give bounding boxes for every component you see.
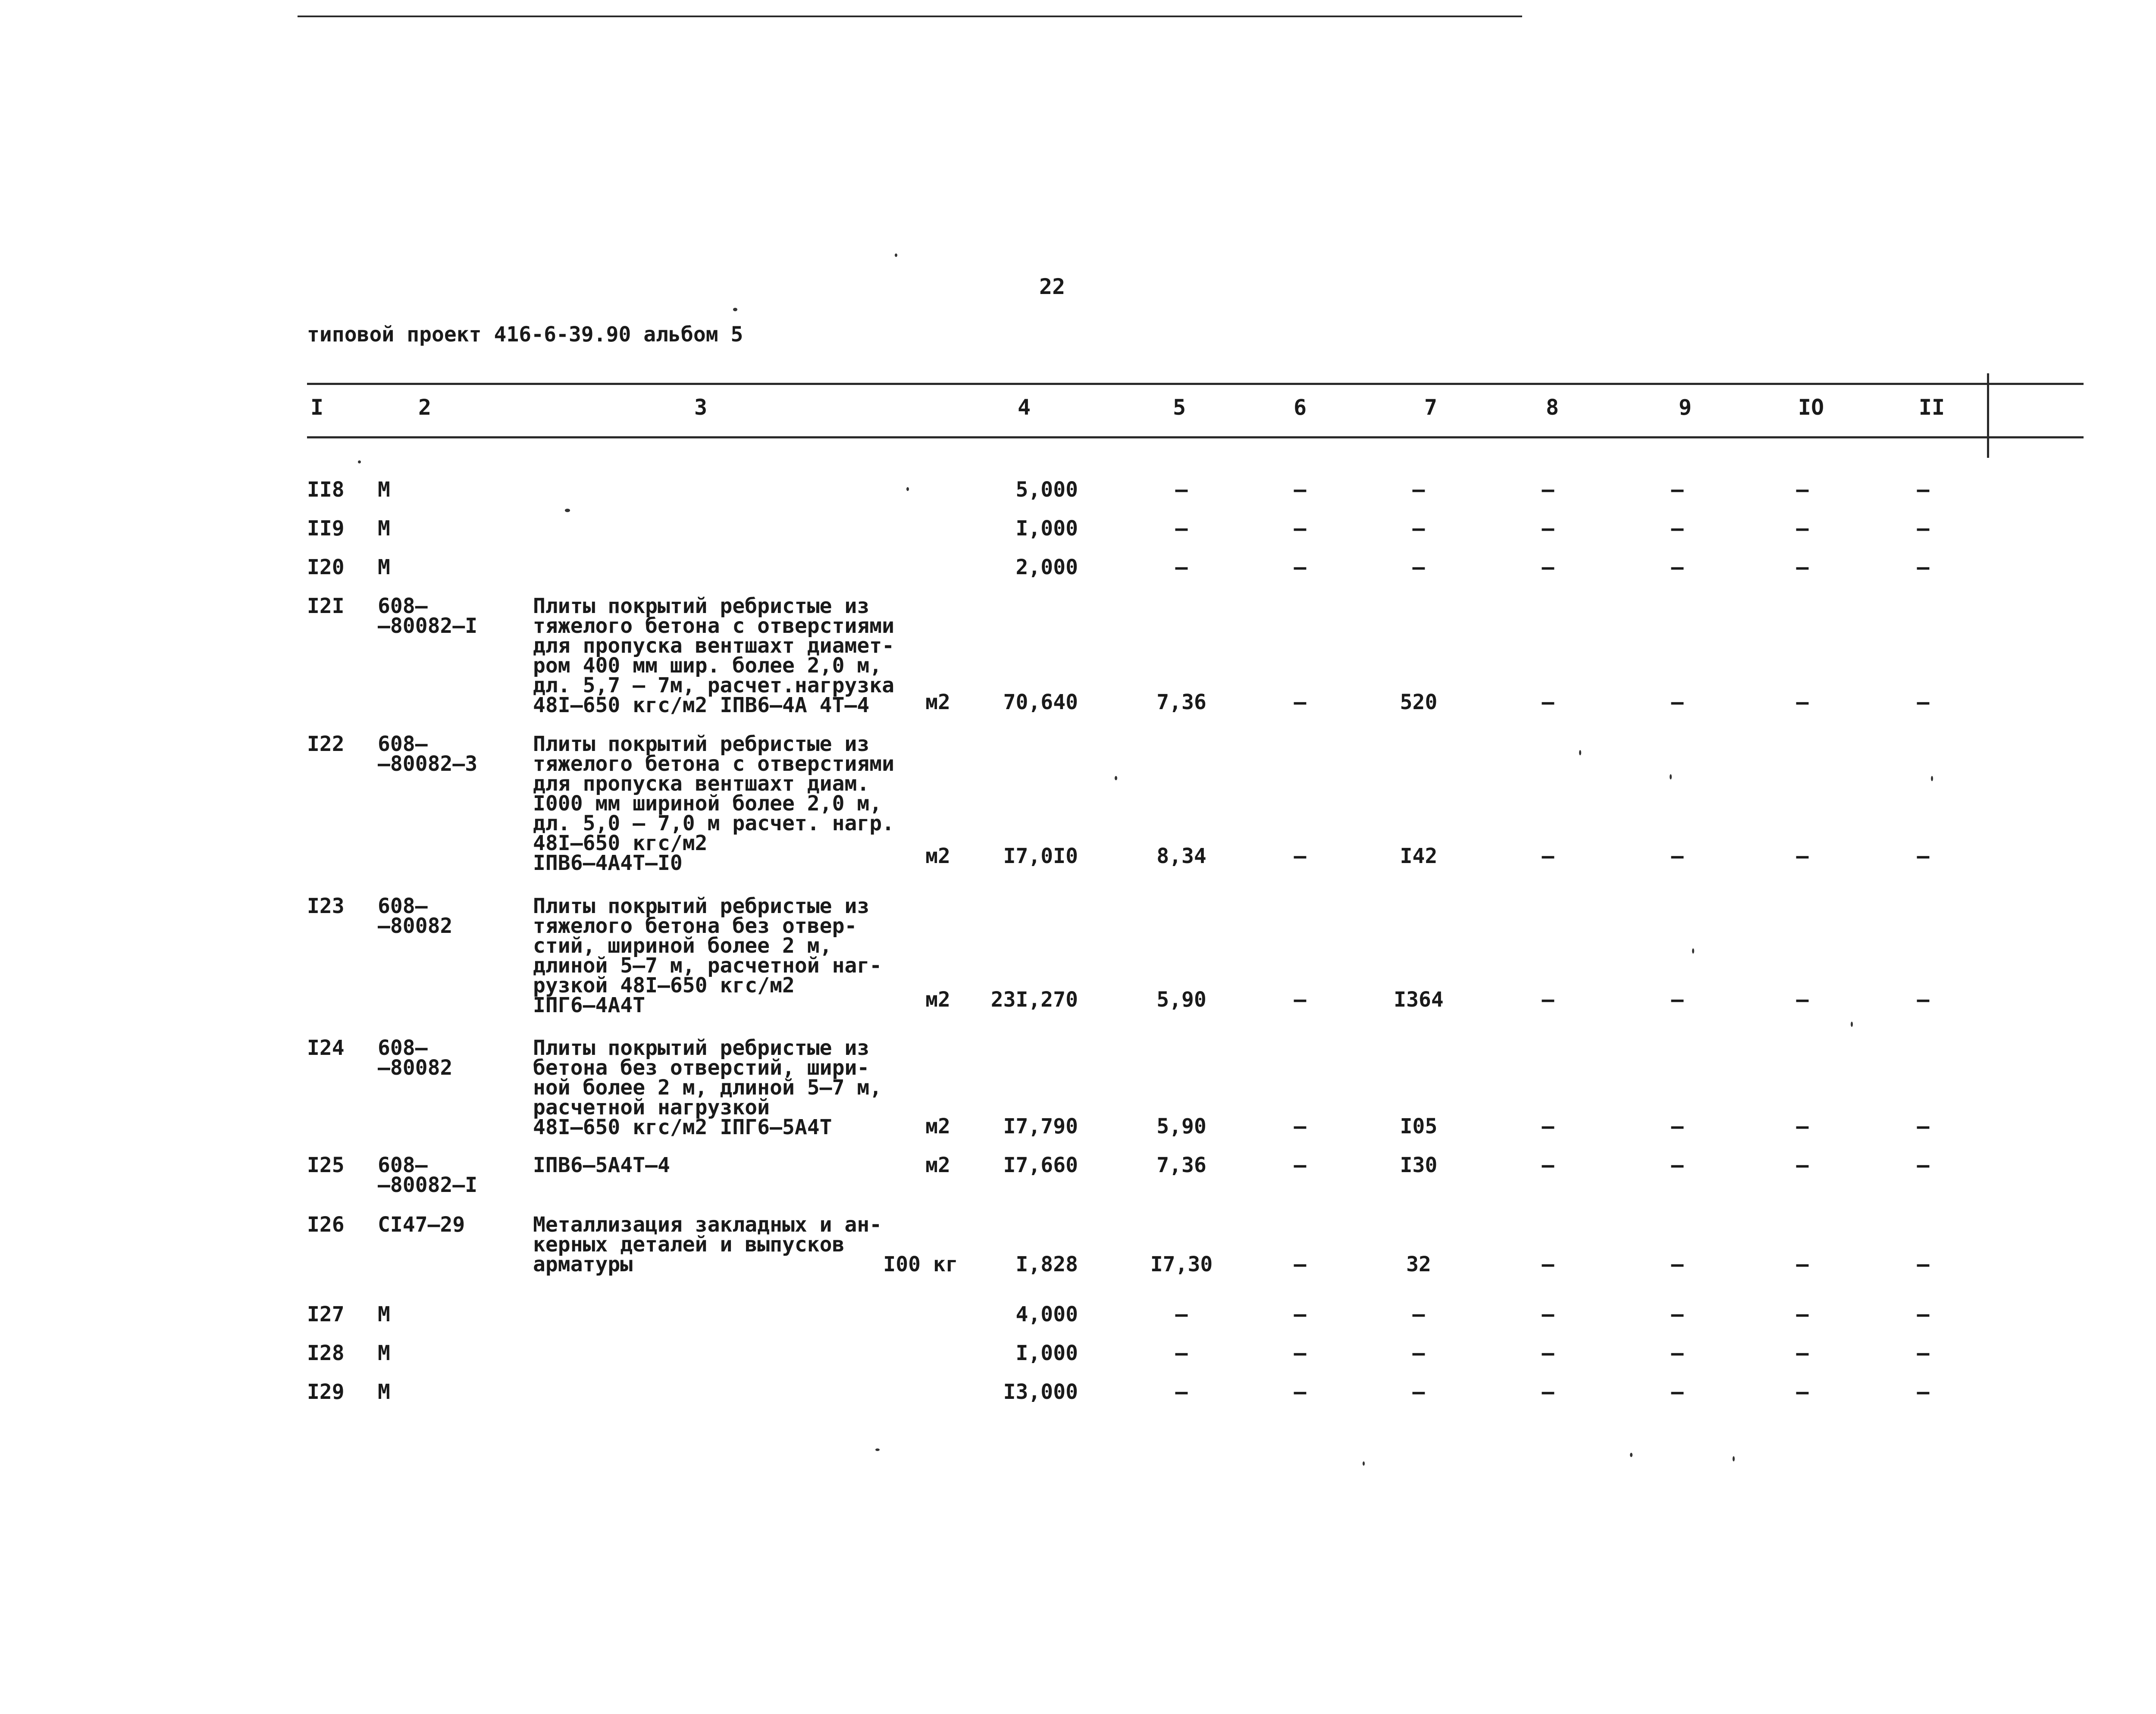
row-col6: – (1294, 516, 1307, 541)
column-header-8: 8 (1545, 395, 1559, 420)
row-col10: – (1796, 988, 1809, 1012)
row-number: II9 (307, 516, 345, 541)
row-quantity: I,000 (1015, 516, 1078, 541)
row-col10: – (1796, 516, 1809, 541)
row-col6: – (1294, 844, 1307, 868)
row-col6: – (1294, 690, 1307, 714)
column-header-6: 6 (1293, 395, 1307, 420)
column-header-9: 9 (1678, 395, 1692, 420)
row-col5: 7,36 (1156, 1153, 1206, 1177)
scan-speck (875, 1448, 880, 1451)
row-unit: м2 (925, 1153, 950, 1177)
row-code: М (378, 478, 390, 502)
row-quantity: I7,660 (1003, 1153, 1078, 1177)
row-col7: I364 (1394, 988, 1444, 1012)
scan-speck (1733, 1456, 1735, 1461)
row-col10: – (1796, 690, 1809, 714)
row-col7: – (1412, 516, 1425, 541)
column-header-2: 2 (418, 395, 432, 420)
row-number: I26 (307, 1213, 345, 1237)
row-col7: I30 (1400, 1153, 1438, 1177)
row-col6: – (1294, 478, 1307, 502)
row-col9: – (1671, 1380, 1684, 1404)
row-code: 608– –80082–I (378, 594, 478, 638)
row-quantity: I7,0I0 (1003, 844, 1078, 868)
row-col5: – (1175, 478, 1188, 502)
row-col9: – (1671, 555, 1684, 579)
scan-speck (1363, 1461, 1365, 1466)
row-col5: – (1175, 1302, 1188, 1326)
scan-speck (1670, 774, 1672, 779)
row-unit: м2 (925, 844, 950, 868)
row-code: М (378, 516, 390, 541)
row-col11: – (1917, 555, 1930, 579)
row-col9: – (1671, 1302, 1684, 1326)
row-col9: – (1671, 844, 1684, 868)
row-col11: – (1917, 1302, 1930, 1326)
row-col5: 5,90 (1156, 1114, 1206, 1138)
row-code: М (378, 1380, 390, 1404)
row-col7: – (1412, 478, 1425, 502)
column-header-4: 4 (1017, 395, 1031, 420)
column-header-10: IO (1798, 395, 1824, 420)
row-col8: – (1542, 690, 1554, 714)
row-col11: – (1917, 1153, 1930, 1177)
row-quantity: I7,790 (1003, 1114, 1078, 1138)
table-header-rule (307, 436, 2084, 438)
row-col11: – (1917, 1114, 1930, 1138)
row-col8: – (1542, 1380, 1554, 1404)
row-col9: – (1671, 1252, 1684, 1276)
row-code: М (378, 1302, 390, 1326)
row-quantity: I,828 (1015, 1252, 1078, 1276)
row-number: I2I (307, 594, 345, 618)
row-col6: – (1294, 1380, 1307, 1404)
scan-speck (895, 253, 897, 257)
scan-speck (1931, 776, 1933, 781)
row-number: I20 (307, 555, 345, 579)
row-description: Плиты покрытий ребристые из тяжелого бетона с отверстиями для пропуска вентшахт диам. I000 мм шириной более 2,0 м, дл. 5,0 – 7,0 м расчет. нагр. 48I–650 кгс/м2 IПВ6–4А4Т–I0 (533, 732, 895, 875)
row-code: 608– –80082–I (378, 1153, 478, 1197)
page-number: 22 (1039, 274, 1065, 299)
row-description: Плиты покрытий ребристые из тяжелого бетона без отвер- стий, шириной более 2 м, длиной 5–7 м, расчетной наг- рузкой 48I–650 кгс/м2 IПГ6–4А4Т (533, 894, 882, 1017)
row-quantity: I,000 (1015, 1341, 1078, 1365)
row-quantity: 5,000 (1015, 478, 1078, 502)
row-col9: – (1671, 1341, 1684, 1365)
row-col8: – (1542, 555, 1554, 579)
row-col8: – (1542, 1252, 1554, 1276)
table-right-divider (1987, 373, 1989, 458)
row-unit: м2 (925, 1114, 950, 1138)
scan-speck (358, 460, 361, 463)
table-top-rule (307, 383, 2084, 385)
scan-speck (733, 308, 737, 311)
row-unit: I00 кг (883, 1252, 958, 1276)
row-col10: – (1796, 478, 1809, 502)
row-col9: – (1671, 988, 1684, 1012)
row-col11: – (1917, 1341, 1930, 1365)
scan-speck (1579, 750, 1581, 755)
row-col8: – (1542, 478, 1554, 502)
row-number: I25 (307, 1153, 345, 1177)
row-col7: – (1412, 1341, 1425, 1365)
row-number: II8 (307, 478, 345, 502)
row-unit: м2 (925, 690, 950, 714)
row-col6: – (1294, 1302, 1307, 1326)
row-col8: – (1542, 1302, 1554, 1326)
row-col9: – (1671, 690, 1684, 714)
row-col11: – (1917, 478, 1930, 502)
row-code: 608– –80082 (378, 894, 453, 938)
document-title: типовой проект 416-6-39.90 альбом 5 (307, 322, 743, 347)
scan-speck (565, 509, 570, 512)
row-col9: – (1671, 478, 1684, 502)
row-description: Металлизация закладных и ан- керных деталей и выпусков арматуры (533, 1213, 882, 1276)
scan-speck (1115, 776, 1117, 780)
row-number: I23 (307, 894, 345, 918)
row-col5: – (1175, 516, 1188, 541)
row-col11: – (1917, 690, 1930, 714)
scan-speck (1692, 948, 1694, 954)
row-code: 608– –80082–3 (378, 732, 478, 776)
row-col11: – (1917, 1252, 1930, 1276)
row-col7: 32 (1406, 1252, 1431, 1276)
row-col10: – (1796, 1114, 1809, 1138)
row-col7: – (1412, 555, 1425, 579)
scan-speck (1630, 1453, 1633, 1457)
row-col9: – (1671, 516, 1684, 541)
row-quantity: 70,640 (1003, 690, 1078, 714)
row-col6: – (1294, 988, 1307, 1012)
row-code: 608– –80082 (378, 1036, 453, 1080)
row-col5: I7,30 (1150, 1252, 1213, 1276)
row-col10: – (1796, 1252, 1809, 1276)
row-col11: – (1917, 1380, 1930, 1404)
row-col10: – (1796, 1153, 1809, 1177)
row-number: I27 (307, 1302, 345, 1326)
row-col7: – (1412, 1302, 1425, 1326)
row-number: I28 (307, 1341, 345, 1365)
row-col11: – (1917, 516, 1930, 541)
row-code: СI47–29 (378, 1213, 465, 1237)
row-col7: – (1412, 1380, 1425, 1404)
row-col10: – (1796, 1302, 1809, 1326)
scan-speck (1851, 1022, 1853, 1027)
row-col11: – (1917, 988, 1930, 1012)
row-description: Плиты покрытий ребристые из тяжелого бетона с отверстиями для пропуска вентшахт диамет- ром 400 мм шир. более 2,0 м, дл. 5,7 – 7м, расчет.нагрузка 48I–650 кгс/м2 IПВ6–4А 4Т–4 (533, 594, 895, 717)
row-col5: – (1175, 555, 1188, 579)
column-header-3: 3 (694, 395, 708, 420)
row-col11: – (1917, 844, 1930, 868)
row-col8: – (1542, 988, 1554, 1012)
column-header-5: 5 (1172, 395, 1186, 420)
row-col10: – (1796, 1380, 1809, 1404)
row-quantity: 23I,270 (990, 988, 1078, 1012)
column-header-7: 7 (1424, 395, 1438, 420)
row-col7: I05 (1400, 1114, 1438, 1138)
row-col10: – (1796, 844, 1809, 868)
row-number: I24 (307, 1036, 345, 1060)
row-unit: м2 (925, 988, 950, 1012)
column-header-11: II (1918, 395, 1945, 420)
row-col9: – (1671, 1153, 1684, 1177)
top-scan-line (298, 16, 1522, 17)
row-col8: – (1542, 1341, 1554, 1365)
column-header-1: I (310, 395, 324, 420)
row-col6: – (1294, 555, 1307, 579)
row-number: I29 (307, 1380, 345, 1404)
row-col5: 5,90 (1156, 988, 1206, 1012)
row-col5: – (1175, 1341, 1188, 1365)
row-number: I22 (307, 732, 345, 756)
row-col5: 7,36 (1156, 690, 1206, 714)
row-code: М (378, 1341, 390, 1365)
row-code: М (378, 555, 390, 579)
row-col6: – (1294, 1341, 1307, 1365)
row-col8: – (1542, 516, 1554, 541)
row-col9: – (1671, 1114, 1684, 1138)
row-col7: 520 (1400, 690, 1438, 714)
row-description: Плиты покрытий ребристые из бетона без отверстий, шири- ной более 2 м, длиной 5–7 м, расчетной нагрузкой 48I–650 кгс/м2 IПГ6–5А4Т (533, 1036, 882, 1139)
row-col8: – (1542, 844, 1554, 868)
row-col10: – (1796, 555, 1809, 579)
row-description: IПВ6–5А4Т–4 (533, 1153, 670, 1177)
row-col6: – (1294, 1114, 1307, 1138)
row-col10: – (1796, 1341, 1809, 1365)
row-col6: – (1294, 1252, 1307, 1276)
row-col6: – (1294, 1153, 1307, 1177)
scan-speck (906, 487, 909, 491)
row-col5: 8,34 (1156, 844, 1206, 868)
row-col8: – (1542, 1153, 1554, 1177)
row-quantity: I3,000 (1003, 1380, 1078, 1404)
row-col5: – (1175, 1380, 1188, 1404)
row-quantity: 2,000 (1015, 555, 1078, 579)
row-quantity: 4,000 (1015, 1302, 1078, 1326)
row-col8: – (1542, 1114, 1554, 1138)
row-col7: I42 (1400, 844, 1438, 868)
